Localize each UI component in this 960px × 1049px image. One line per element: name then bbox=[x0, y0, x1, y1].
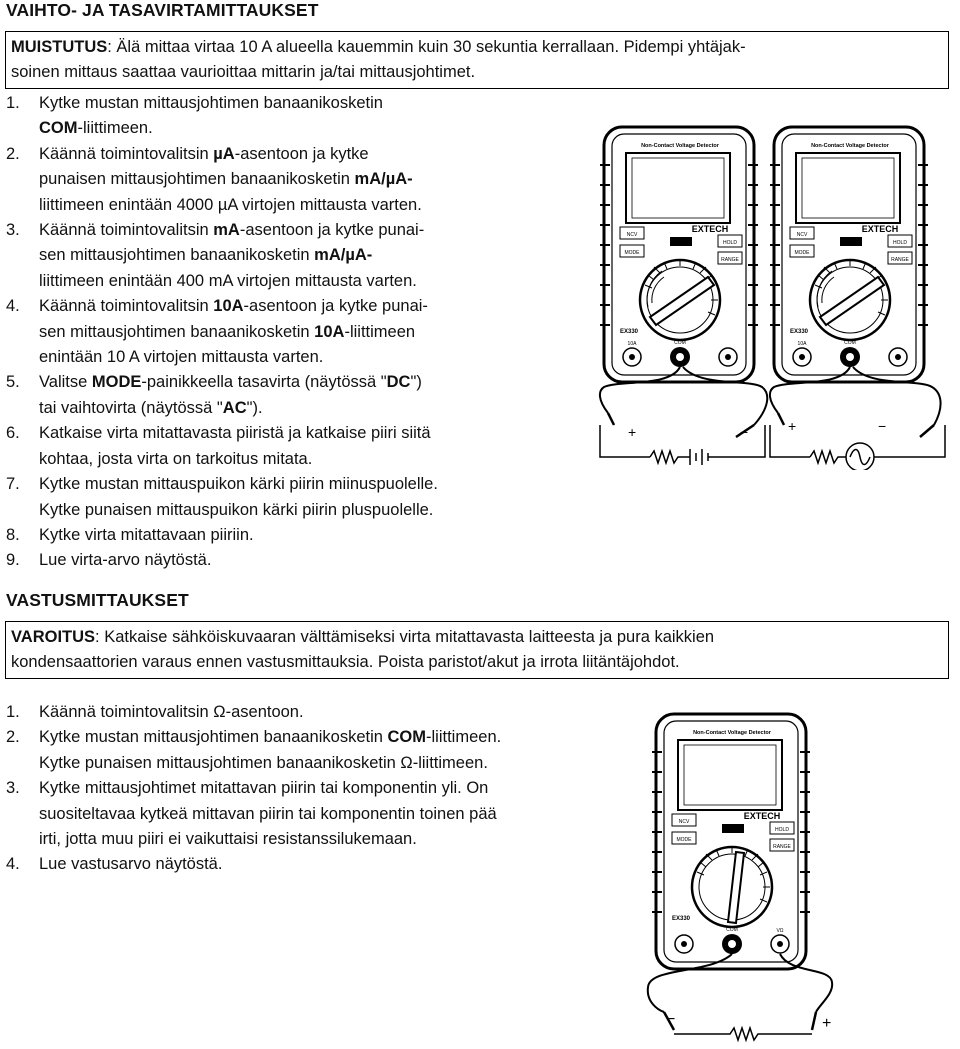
step-text: Valitse bbox=[39, 373, 92, 392]
step-text: liittimeen enintään 400 mA virtojen mittausta varten. bbox=[39, 271, 417, 290]
step-text: -asentoon ja kytke punai- bbox=[243, 297, 428, 316]
resistance-steps-list bbox=[6, 700, 696, 878]
step-text: Käännä toimintovalitsin bbox=[39, 297, 214, 316]
list-item bbox=[6, 776, 696, 852]
step-text: -liittimeen. bbox=[426, 728, 502, 747]
model-label: EX330 bbox=[672, 916, 691, 922]
brand-logo: EXTECH bbox=[691, 224, 729, 234]
step-text: irti, jotta muu piiri ei vaikuttaisi resistanssilukemaan. bbox=[39, 830, 417, 849]
list-item bbox=[6, 91, 576, 142]
step-text: Katkaise virta mitattavasta piiristä ja katkaise piiri siitä bbox=[39, 424, 431, 443]
list-item bbox=[6, 725, 696, 776]
step-text: suositeltavaa kytkeä mittavan piirin tai komponentin toinen pää bbox=[39, 804, 497, 823]
dc-minus-sign: − bbox=[740, 424, 749, 440]
step-text: Käännä toimintovalitsin bbox=[39, 221, 214, 240]
step-number: 2. bbox=[6, 728, 20, 747]
res-minus-sign: − bbox=[666, 1011, 676, 1028]
step-text: Lue virta-arvo näytöstä. bbox=[39, 551, 212, 570]
step-number: 8. bbox=[6, 525, 20, 544]
mode-label: MODE bbox=[794, 250, 810, 256]
step-number: 5. bbox=[6, 373, 20, 392]
rotary-dial bbox=[640, 259, 720, 340]
step-text: Kytke mustan mittauspuikon kärki piirin miinuspuolelle. bbox=[39, 475, 438, 494]
model-label: EX330 bbox=[620, 329, 639, 335]
probe-tips bbox=[664, 1012, 816, 1030]
step-text: Lue vastusarvo näytöstä. bbox=[39, 855, 223, 874]
step-number: 3. bbox=[6, 221, 20, 240]
step-number: 2. bbox=[6, 144, 20, 163]
step-bold: COM bbox=[39, 119, 78, 138]
lcd-display bbox=[678, 740, 782, 810]
note-text-1: Älä mittaa virtaa 10 A alueella kauemmin kuin 30 sekuntia kerrallaan. Pidempi yhtäjak- bbox=[116, 38, 746, 56]
step-text: Kytke virta mitattavaan piiriin. bbox=[39, 525, 254, 544]
warning-label: VAROITUS bbox=[11, 628, 96, 646]
jack-10a-label: 10A bbox=[797, 341, 807, 347]
ac-plus-sign: + bbox=[788, 418, 797, 434]
note-line-2: soinen mittaus saattaa vaurioittaa mittarin ja/tai mittausjohtimet. bbox=[11, 63, 476, 81]
multimeter-resistance-illustration bbox=[640, 712, 840, 1047]
step-bold: mA/µA- bbox=[314, 246, 373, 265]
list-item bbox=[6, 852, 696, 877]
ac-minus-sign: − bbox=[878, 418, 887, 434]
list-item bbox=[6, 523, 576, 548]
dc-plus-sign: + bbox=[628, 424, 637, 440]
step-text: Kytke mittausjohtimet mitattavan piirin tai komponentin yli. On bbox=[39, 779, 489, 798]
list-item bbox=[6, 218, 576, 294]
step-bold: µA bbox=[213, 144, 235, 163]
step-text: kohtaa, josta virta on tarkoitus mitata. bbox=[39, 449, 313, 468]
step-text: Kytke punaisen mittausjohtimen banaanikosketin Ω-liittimeen. bbox=[39, 753, 488, 772]
section-title-resistance: VASTUSMITTAUKSET bbox=[6, 590, 189, 610]
res-plus-sign: + bbox=[822, 1015, 832, 1032]
ac-circuit bbox=[770, 425, 945, 470]
jack-com-label: COM bbox=[674, 340, 686, 346]
step-number: 1. bbox=[6, 703, 20, 721]
ncv-label: NCV bbox=[796, 232, 808, 238]
resistor-symbol bbox=[674, 1028, 812, 1040]
ncv-label: NCV bbox=[678, 819, 690, 825]
hold-label: HOLD bbox=[775, 827, 789, 833]
step-text: -liittimeen. bbox=[77, 119, 153, 138]
jack-com-label: COM bbox=[844, 340, 856, 346]
range-label: RANGE bbox=[891, 257, 909, 263]
step-bold: mA bbox=[213, 221, 240, 240]
step-text: enintään 10 A virtojen mittausta varten. bbox=[39, 348, 324, 367]
range-label: RANGE bbox=[773, 844, 791, 850]
step-bold: DC bbox=[386, 373, 411, 392]
step-text: Kytke punaisen mittauspuikon kärki piirin pluspuolelle. bbox=[39, 500, 434, 519]
range-label: RANGE bbox=[721, 257, 739, 263]
meter-top-label: Non-Contact Voltage Detector bbox=[641, 143, 719, 149]
jack-10a-label: 10A bbox=[627, 341, 637, 347]
note-line-1: MUISTUTUS: Älä mittaa virtaa 10 A alueella kauemmin kuin 30 sekuntia kerrallaan. Pidempi yhtäjak- bbox=[11, 38, 746, 56]
list-item bbox=[6, 421, 576, 472]
warning-line-1: VAROITUS: Katkaise sähköiskuvaaran välttämiseksi virta mitattavasta laitteesta ja pura kaikkien bbox=[11, 628, 715, 646]
rotary-dial bbox=[692, 846, 772, 927]
step-text: Kytke mustan mittausjohtimen banaanikosketin bbox=[39, 94, 383, 112]
jack-com-label: COM bbox=[726, 927, 738, 933]
step-number: 4. bbox=[6, 297, 20, 316]
step-text: tai vaihtovirta (näytössä " bbox=[39, 398, 223, 417]
step-text: ") bbox=[410, 373, 422, 392]
list-item bbox=[6, 472, 576, 523]
step-bold: 10A bbox=[314, 322, 345, 341]
lcd-display bbox=[796, 153, 900, 223]
rotary-dial bbox=[810, 259, 890, 340]
note-box-reminder bbox=[5, 31, 949, 89]
step-bold: COM bbox=[387, 728, 427, 747]
step-text: -painikkeella tasavirta (näytössä " bbox=[141, 373, 387, 392]
brand-logo: EXTECH bbox=[861, 224, 899, 234]
step-text: -liittimeen bbox=[344, 322, 416, 341]
step-text: -asentoon ja kytke bbox=[234, 144, 369, 163]
list-item bbox=[6, 294, 576, 370]
step-text: Kytke mustan mittausjohtimen banaanikosketin bbox=[39, 728, 388, 747]
meter-top-label: Non-Contact Voltage Detector bbox=[811, 143, 889, 149]
brand-logo: EXTECH bbox=[743, 811, 781, 821]
multimeter-ac-illustration bbox=[760, 125, 955, 470]
note-label: MUISTUTUS bbox=[11, 38, 108, 56]
mode-label: MODE bbox=[624, 250, 640, 256]
probe-tips bbox=[778, 413, 934, 437]
hold-label: HOLD bbox=[893, 240, 907, 246]
ncv-label: NCV bbox=[626, 232, 638, 238]
step-bold: AC bbox=[222, 398, 247, 417]
mode-label: MODE bbox=[676, 837, 692, 843]
step-bold: MODE bbox=[91, 373, 142, 392]
step-number: 9. bbox=[6, 551, 20, 570]
step-number: 7. bbox=[6, 475, 20, 494]
step-number: 6. bbox=[6, 424, 20, 443]
step-text: sen mittausjohtimen banaanikosketin bbox=[39, 322, 315, 341]
step-number: 1. bbox=[6, 94, 20, 112]
warning-text-1: Katkaise sähköiskuvaaran välttämiseksi virta mitattavasta laitteesta ja pura kaikkien bbox=[104, 628, 715, 646]
hold-label: HOLD bbox=[723, 240, 737, 246]
step-text: Käännä toimintovalitsin Ω-asentoon. bbox=[39, 703, 304, 721]
warning-line-2: kondensaattorien varaus ennen vastusmittauksia. Poista paristot/akut ja irrota liitäntäjohdot. bbox=[11, 653, 680, 671]
meter-top-label: Non-Contact Voltage Detector bbox=[693, 730, 771, 736]
list-item bbox=[6, 548, 576, 573]
ac-dc-steps-list bbox=[6, 91, 576, 574]
step-text: -asentoon ja kytke punai- bbox=[239, 221, 425, 240]
step-text: sen mittausjohtimen banaanikosketin bbox=[39, 246, 315, 265]
multimeter-dc-illustration bbox=[590, 125, 775, 470]
step-number: 3. bbox=[6, 779, 20, 798]
step-text: "). bbox=[246, 398, 263, 417]
model-label: EX330 bbox=[790, 329, 809, 335]
list-item bbox=[6, 700, 696, 725]
step-text: liittimeen enintään 4000 µA virtojen mittausta varten. bbox=[39, 195, 422, 214]
step-bold: 10A bbox=[213, 297, 244, 316]
step-text: punaisen mittausjohtimen banaanikosketin bbox=[39, 170, 355, 189]
note-box-warning bbox=[5, 621, 949, 679]
list-item bbox=[6, 142, 576, 218]
jack-v-label: VΩ bbox=[776, 928, 784, 934]
section-title-ac-dc: VAIHTO- JA TASAVIRTAMITTAUKSET bbox=[6, 0, 319, 20]
step-bold: mA/µA- bbox=[354, 170, 413, 189]
step-text: Käännä toimintovalitsin bbox=[39, 144, 214, 163]
lcd-display bbox=[626, 153, 730, 223]
list-item bbox=[6, 370, 576, 421]
step-number: 4. bbox=[6, 855, 20, 874]
